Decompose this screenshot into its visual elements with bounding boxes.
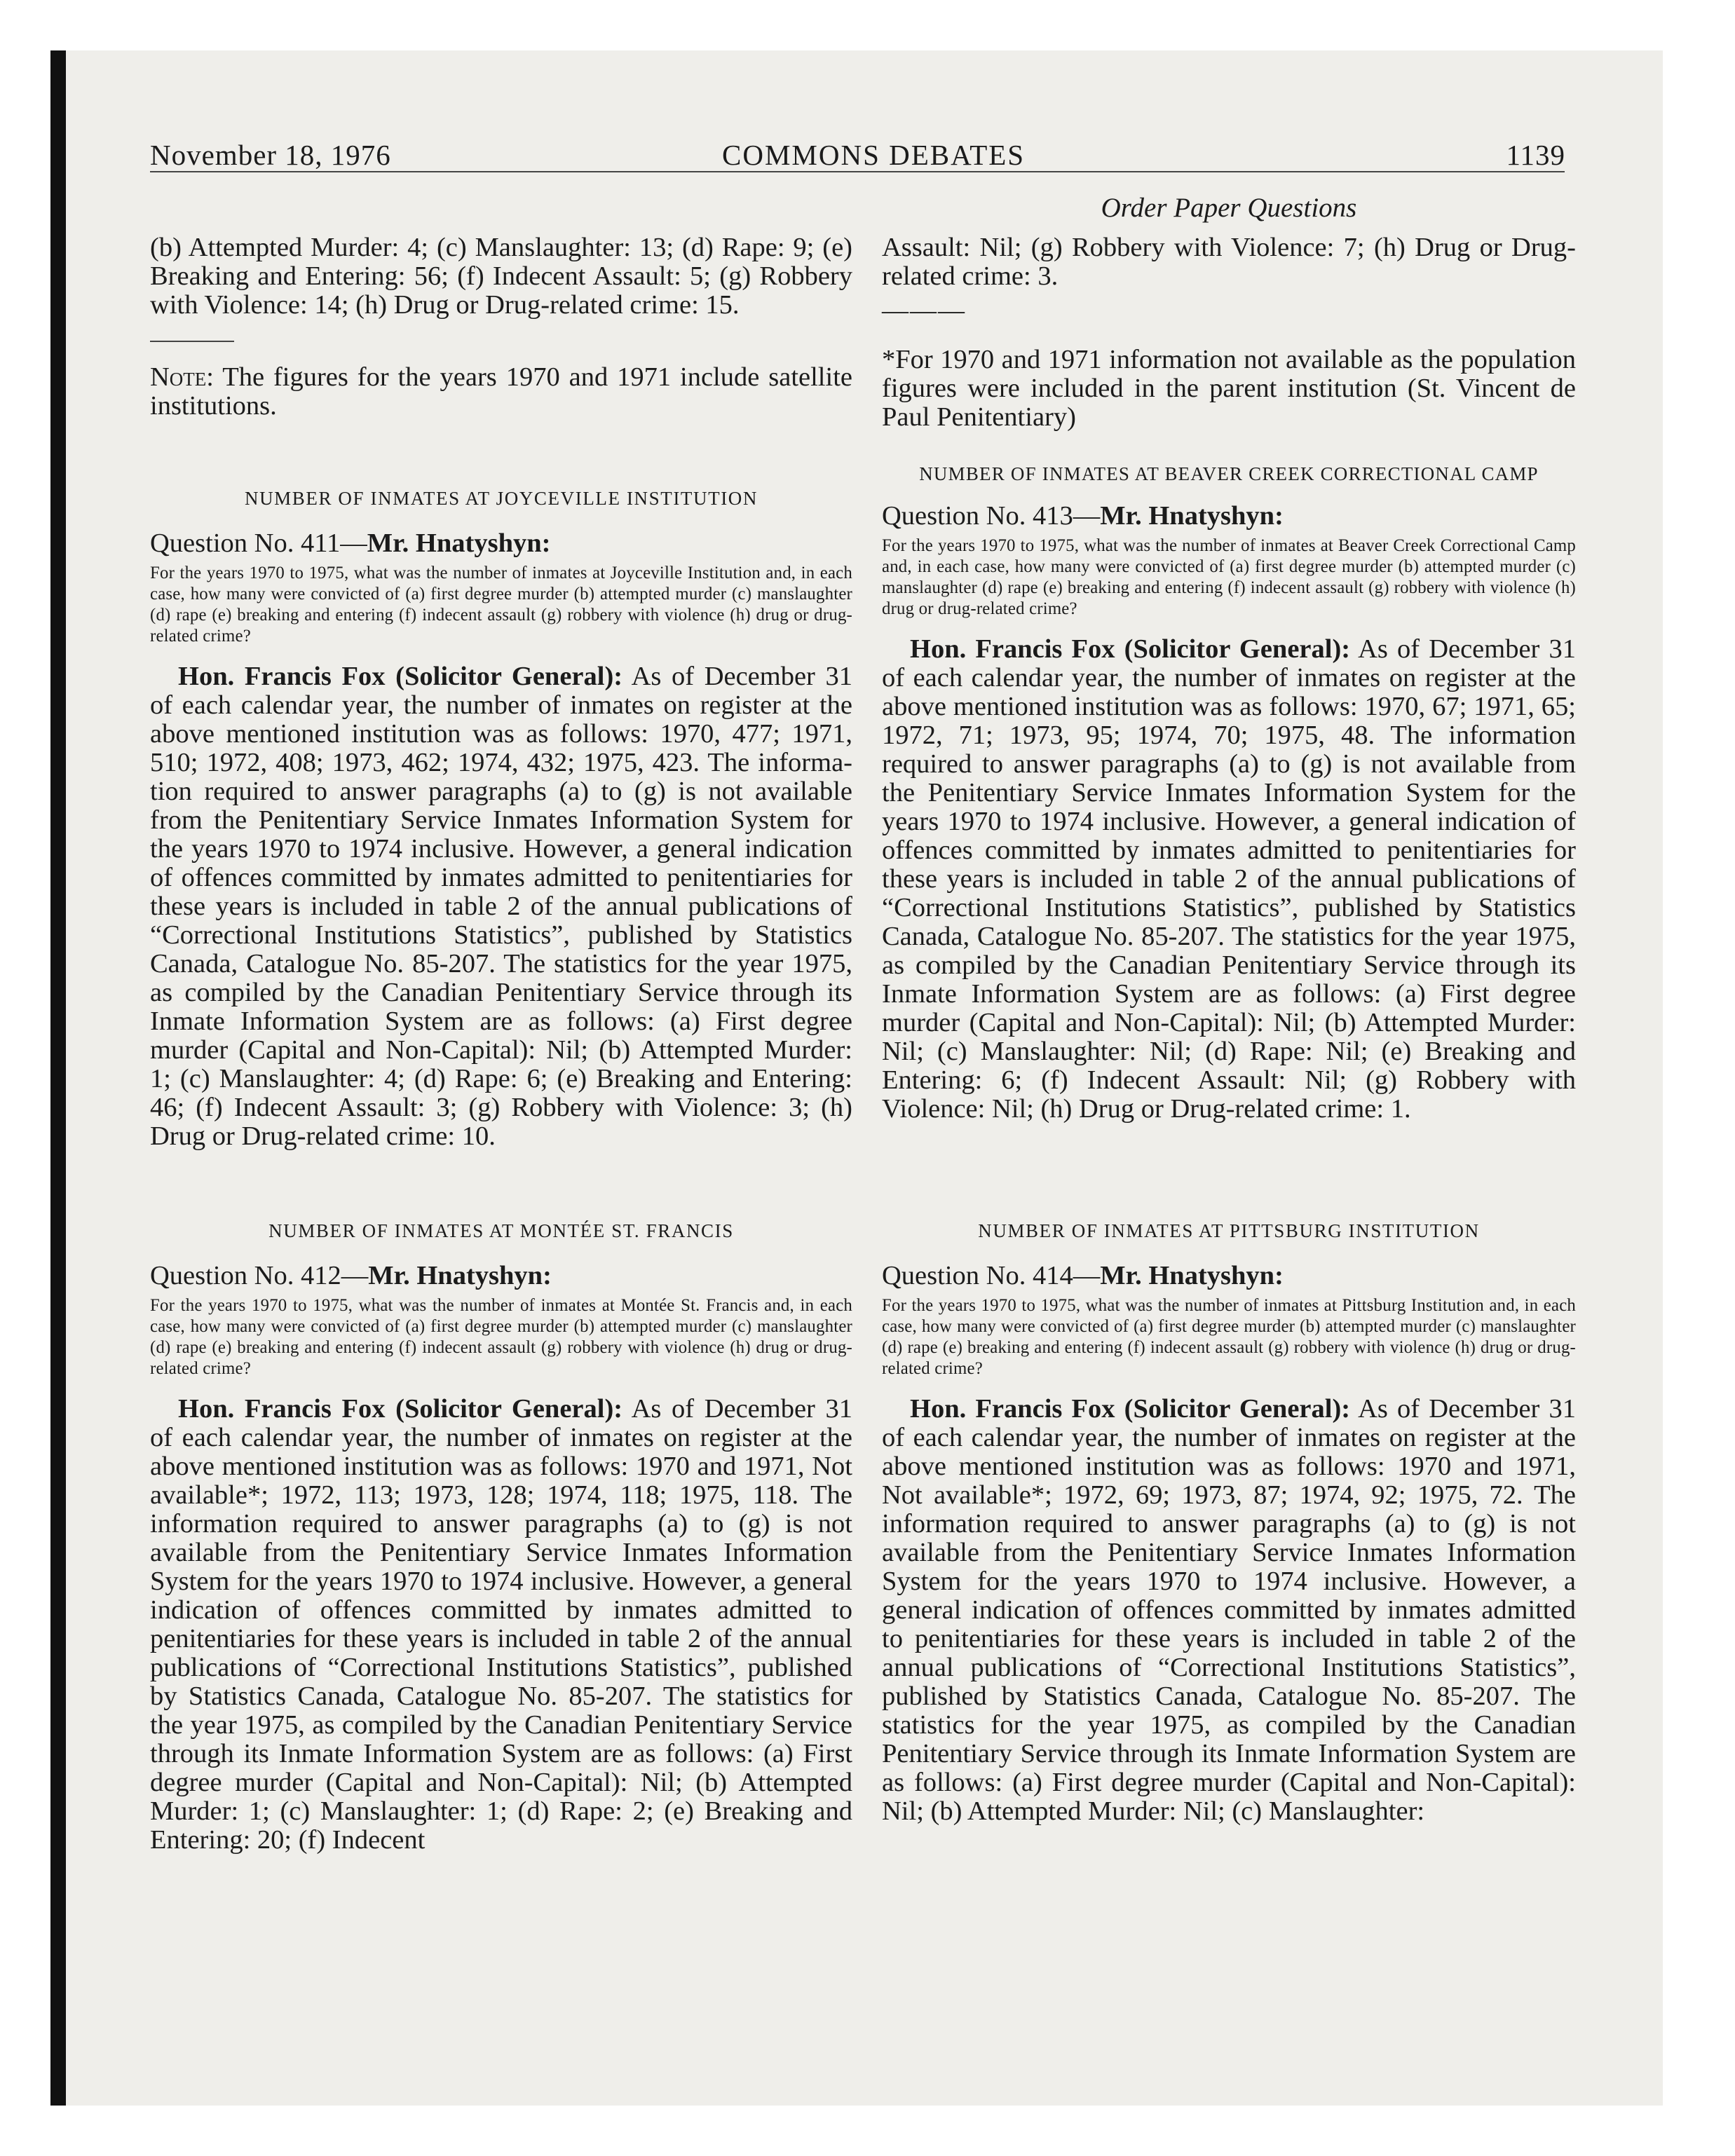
q411-heading: NUMBER OF INMATES AT JOYCEVILLE INSTITUTION bbox=[244, 488, 758, 509]
q412-answer-text: As of December 31 of each calendar year, the number of inmates on register at the above mentioned institution was as follows: 1970 and 1971, Not available*; 1972, 113; 1973, 128; 1974, 118; 1975, 118. The information required to answer paragraphs (a) to (g) is not available from the Penitentiary Service Inmates Information System for the years 1970 to 1974 inclusive. However, a general indication of offences committed by inmates admitted to penitentiaries for these years is included in table 2 of the annual publications of “Correctional Institutions Statistics”, published by Statistics Canada, Catalogue No. 85-207. The statistics for the year 1975, as compiled by the Canadian Penitentiary Service through its Inmate Information System are as follows: (a) First degree murder (Capital and Non-Capital): Nil; (b) Attempted Murder: 1; (c) Manslaughter: 1; (d) Rape: 2; (e) Breaking and Entering: 20; (f) Indecent bbox=[150, 1394, 852, 1855]
question-412-block bbox=[150, 1220, 852, 1855]
q414-question-number: Question No. 414— bbox=[882, 1261, 1101, 1290]
q414-question-line bbox=[882, 1260, 1576, 1291]
q413-speaker: Hon. Francis Fox (Solicitor General): bbox=[910, 634, 1351, 664]
question-413-block bbox=[882, 463, 1576, 1124]
left-short-rule bbox=[150, 341, 234, 342]
q412-question-text: For the years 1970 to 1975, what was the number of inmates at Montée St. Francis and, in each case, how many were convicted of (a) first degree murder (b) attempted murder (c) manslaughter (d) rape (e) breaking and entering (f) indecent assault (g) robbery with violence (h) drug or drug-related crime? bbox=[150, 1296, 852, 1378]
q413-asker: Mr. Hnatyshyn: bbox=[1100, 501, 1284, 531]
q411-answer-text: As of December 31 of each calendar year, the number of inmates on register at the above mentioned institution was as follows: 1970, 477; 1971, 510; 1972, 408; 1973, 462; 1974, 432; 1975, 423. The information required to answer paragraphs (a) to (g) is not available from the Penitentiary Service Inmates Information System for the years 1970 to 1974 inclusive. However, a general indication of offences committed by inmates admitted to penitentiaries for these years is included in table 2 of the annual publications of “Correctional Institutions Statistics”, published by Statistics Canada, Catalogue No. 85-207. The statistics for the year 1975, as compiled by the Canadian Penitentiary Service through its Inmate Information System are as follows: (a) First degree murder (Capital and Non-Capital): Nil; (b) Attempted Murder: 1; (c) Manslaughter: 4; (d) Rape: 6; (e) Breaking and Entering: 46; (f) Indecent Assault: 3; (g) Robbery with Violence: 3; (h) Drug or Drug-related crime: 10. bbox=[150, 662, 852, 1151]
q414-asker: Mr. Hnatyshyn: bbox=[1100, 1261, 1284, 1290]
right-continuation-text: Assault: Nil; (g) Robbery with Violence: 7; (h) Drug or Drug-related crime: 3. bbox=[882, 233, 1576, 291]
question-414-block bbox=[882, 1220, 1576, 1826]
q413-question-number: Question No. 413— bbox=[882, 501, 1101, 531]
q411-question-number: Question No. 411— bbox=[150, 528, 367, 558]
q412-speaker: Hon. Francis Fox (Solicitor General): bbox=[178, 1394, 623, 1424]
right-continuation-block bbox=[882, 193, 1576, 432]
header-title: COMMONS DEBATES bbox=[722, 139, 1026, 171]
q412-question-number: Question No. 412— bbox=[150, 1261, 369, 1290]
left-continuation-text: (b) Attempted Murder: 4; (c) Manslaughter: 13; (d) Rape: 9; (e) Breaking and Entering: 56; (f) Indecent Assault: 5; (g) Robbery with Violence: 14; (h) Drug or Drug-related crime: 15. bbox=[150, 233, 852, 320]
note-text: The figures for the years 1970 and 1971 include satellite institutions. bbox=[150, 362, 852, 421]
q413-answer bbox=[882, 635, 1576, 1124]
header-rule bbox=[150, 171, 1565, 172]
q411-answer bbox=[150, 662, 852, 1151]
q412-question-line bbox=[150, 1260, 852, 1291]
q411-speaker: Hon. Francis Fox (Solicitor General): bbox=[178, 662, 623, 691]
q413-answer-text: As of December 31 of each calendar year, the number of inmates on register at the above mentioned institution was as follows: 1970, 67; 1971, 65; 1972, 71; 1973, 95; 1974, 70; 1975, 48. The information required to answer paragraphs (a) to (g) is not available from the Penitentiary Service Inmates Information System for the years 1970 to 1974 inclusive. However, a general indication of offences committed by inmates admitted to penitentiaries for these years is included in table 2 of the annual publications of “Correctional Institutions Statistics”, published by Statistics Canada, Catalogue No. 85-207. The statistics for the year 1975, as compiled by the Canadian Penitentiary Service through its Inmate Information System are as follows: (a) First degree murder (Capital and Non-Capital): Nil; (b) Attempted Murder: Nil; (c) Manslaughter: Nil; (d) Rape: Nil; (e) Breaking and Entering: 6; (f) Indecent Assault: Nil; (g) Robbery with Violence: Nil; (h) Drug or Drug-related crime: 1. bbox=[882, 634, 1576, 1124]
q414-heading: NUMBER OF INMATES AT PITTSBURG INSTITUTION bbox=[978, 1220, 1480, 1241]
q412-answer bbox=[150, 1395, 852, 1855]
q414-answer-text: As of December 31 of each calendar year, the number of inmates on register at the above mentioned institution was as follows: 1970 and 1971, Not available*; 1972, 69; 1973, 87; 1974, 92; 1975, 72. The information required to answer paragraphs (a) to (g) is not available from the Penitentiary Service Inmates Information System for the years 1970 to 1974 inclusive. However, a general indication of offences committed by inmates admitted to penitentiaries for these years is included in table 2 of the annual publications of “Correctional Institutions Statistics”, published by Statistics Canada, Catalogue No. 85-207. The statistics for the year 1975, as compiled by the Canadian Penitentiary Service through its Inmate Information System are as follows: (a) First degree murder (Capital and Non-Capital): Nil; (b) Attempted Murder: Nil; (c) Manslaughter: bbox=[882, 1394, 1576, 1826]
section-label: Order Paper Questions bbox=[1101, 193, 1357, 223]
q412-heading: NUMBER OF INMATES AT MONTÉE ST. FRANCIS bbox=[268, 1220, 734, 1241]
note-paragraph bbox=[150, 363, 852, 421]
header-date: November 18, 1976 bbox=[150, 139, 391, 171]
q414-answer bbox=[882, 1395, 1576, 1826]
scan-edge bbox=[50, 50, 66, 2106]
q411-question-text: For the years 1970 to 1975, what was the number of inmates at Joyceville Institution and, in each case, how many were convicted of (a) first degree murder (b) attempted murder (c) manslaughter (d) rape (e) breaking and entering (f) indecent assault (g) robbery with violence (h) drug or drug-related crime? bbox=[150, 564, 852, 646]
q411-asker: Mr. Hnatyshyn: bbox=[367, 528, 551, 558]
q414-speaker: Hon. Francis Fox (Solicitor General): bbox=[910, 1394, 1351, 1424]
left-continuation-block bbox=[150, 233, 852, 421]
note-label: Note: bbox=[150, 362, 214, 392]
q411-question-line bbox=[150, 528, 852, 559]
header-page-number: 1139 bbox=[1506, 139, 1565, 171]
q413-heading: NUMBER OF INMATES AT BEAVER CREEK CORRECTIONAL CAMP bbox=[919, 463, 1539, 484]
footnote-text: *For 1970 and 1971 information not available as the population figures were included in the parent institution (St. Vincent de Paul Penitentiary) bbox=[882, 345, 1576, 432]
q413-question-line bbox=[882, 500, 1576, 531]
q413-question-text: For the years 1970 to 1975, what was the number of inmates at Beaver Creek Correctional Camp and, in each case, how many were convicted of (a) first degree murder (b) attempted murder (c) manslaughter (d) rape (e) breaking and entering (f) indecent assault (g) robbery with violence (h) drug or drug-related crime? bbox=[882, 536, 1576, 618]
q414-question-text: For the years 1970 to 1975, what was the number of inmates at Pittsburg Institution and, in each case, how many were convicted of (a) first degree murder (b) attempted murder (c) manslaughter (d) rape (e) breaking and entering (f) indecent assault (g) robbery with violence (h) drug or drug-related crime? bbox=[882, 1296, 1576, 1378]
footnote-dash: ——— bbox=[882, 296, 966, 325]
q412-asker: Mr. Hnatyshyn: bbox=[368, 1261, 552, 1290]
question-411-block bbox=[150, 487, 852, 1151]
